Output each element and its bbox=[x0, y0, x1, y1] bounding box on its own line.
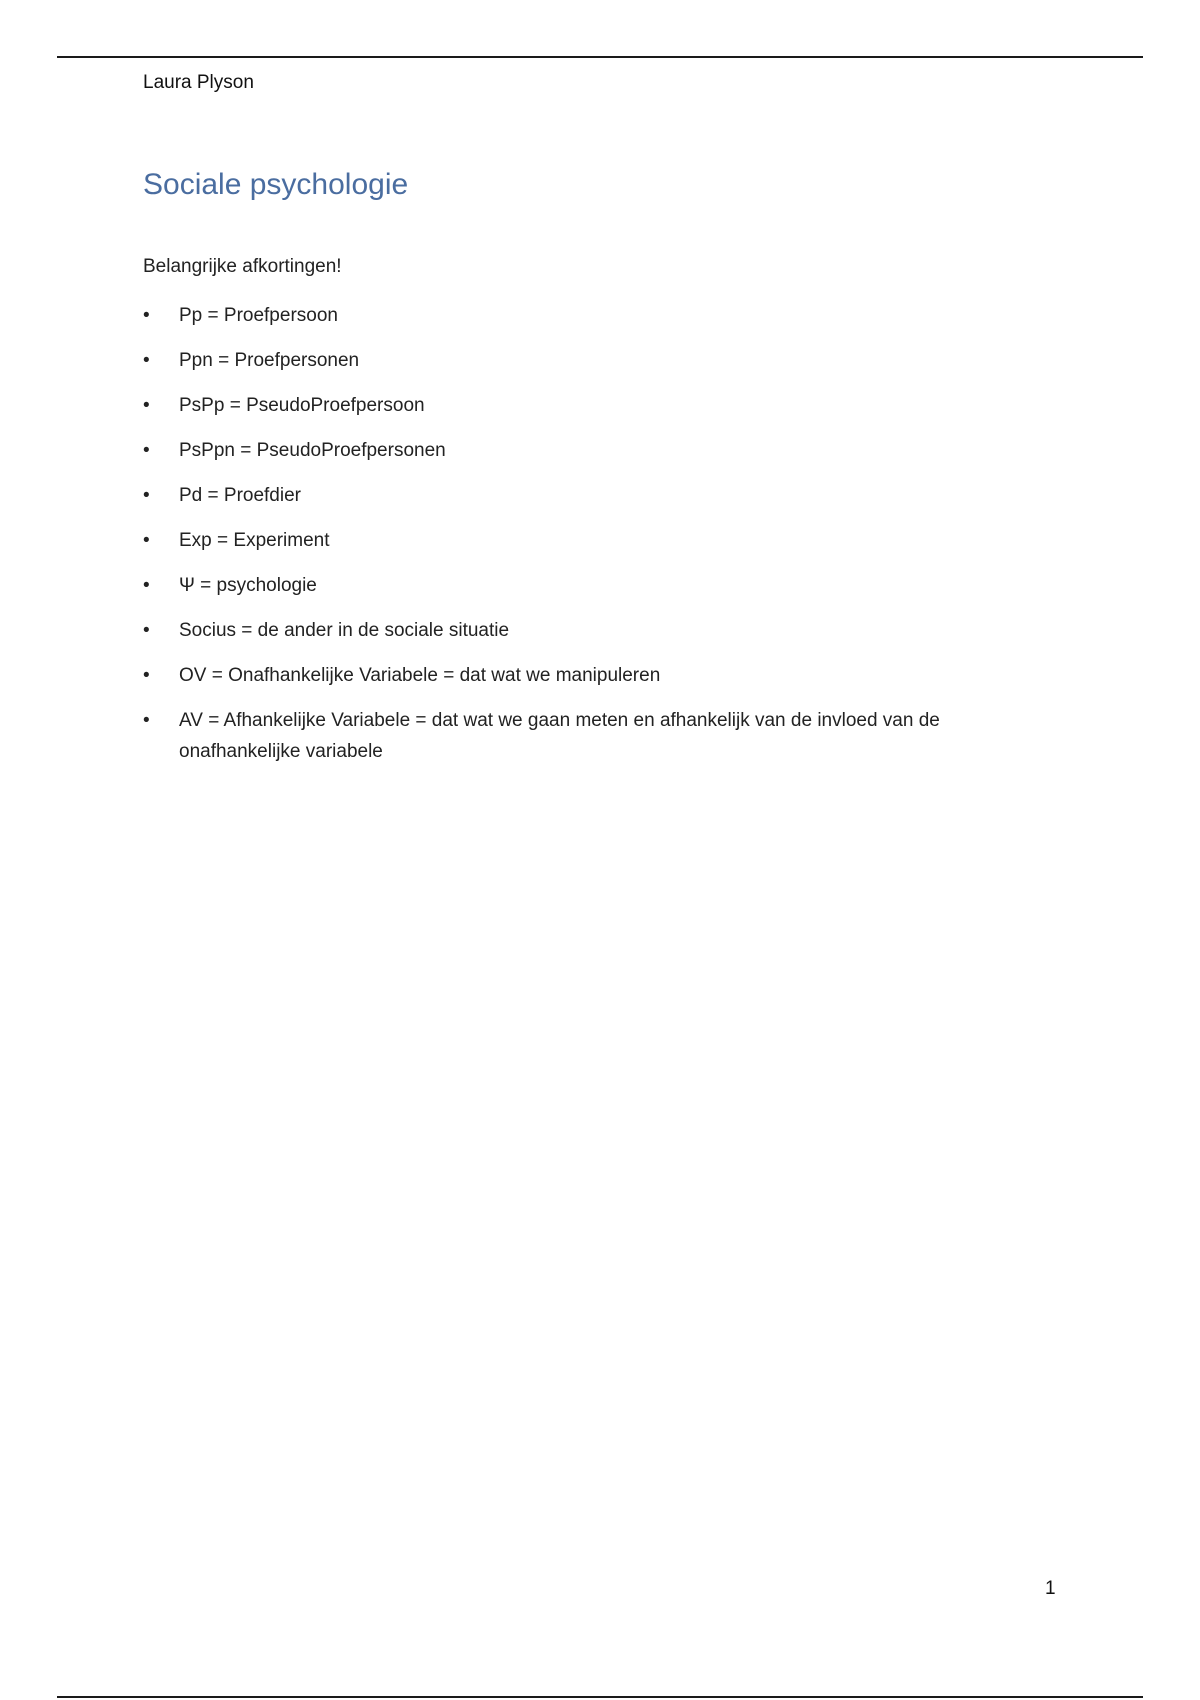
bullet-icon: • bbox=[143, 440, 150, 461]
abbreviation-list bbox=[143, 300, 1043, 781]
list-item bbox=[143, 345, 1043, 376]
list-item bbox=[143, 525, 1043, 556]
bullet-icon: • bbox=[143, 710, 150, 731]
bullet-icon: • bbox=[143, 305, 150, 326]
list-item bbox=[143, 615, 1043, 646]
list-item bbox=[143, 570, 1043, 601]
list-item-text: PsPp = PseudoProefpersoon bbox=[179, 395, 425, 416]
list-item-text: Ppn = Proefpersonen bbox=[179, 350, 360, 371]
list-item-text: PsPpn = PseudoProefpersonen bbox=[179, 440, 446, 461]
list-item bbox=[143, 705, 1043, 767]
bullet-icon: • bbox=[143, 350, 150, 371]
list-item bbox=[143, 660, 1043, 691]
bullet-icon: • bbox=[143, 665, 150, 686]
footer-rule bbox=[57, 1696, 1143, 1698]
header-rule bbox=[57, 56, 1143, 58]
list-item-text: Pp = Proefpersoon bbox=[179, 305, 338, 326]
intro-text: Belangrijke afkortingen! bbox=[143, 256, 342, 277]
bullet-icon: • bbox=[143, 620, 150, 641]
document-title: Sociale psychologie bbox=[143, 168, 409, 201]
list-item bbox=[143, 390, 1043, 421]
list-item-text: Pd = Proefdier bbox=[179, 485, 301, 506]
author-name: Laura Plyson bbox=[143, 72, 254, 93]
list-item bbox=[143, 435, 1043, 466]
bullet-icon: • bbox=[143, 530, 150, 551]
bullet-icon: • bbox=[143, 485, 150, 506]
list-item-text: Ψ = psychologie bbox=[179, 575, 317, 596]
bullet-icon: • bbox=[143, 575, 150, 596]
list-item-text: Exp = Experiment bbox=[179, 530, 330, 551]
list-item bbox=[143, 480, 1043, 511]
page-number: 1 bbox=[1045, 1578, 1056, 1599]
list-item-text: Socius = de ander in de sociale situatie bbox=[179, 620, 510, 641]
list-item-text: OV = Onafhankelijke Variabele = dat wat we manipuleren bbox=[179, 665, 661, 686]
bullet-icon: • bbox=[143, 395, 150, 416]
list-item-text: AV = Afhankelijke Variabele = dat wat we gaan meten en afhankelijk van de invloed van de onafhankelijke variabele bbox=[179, 710, 940, 762]
list-item bbox=[143, 300, 1043, 331]
